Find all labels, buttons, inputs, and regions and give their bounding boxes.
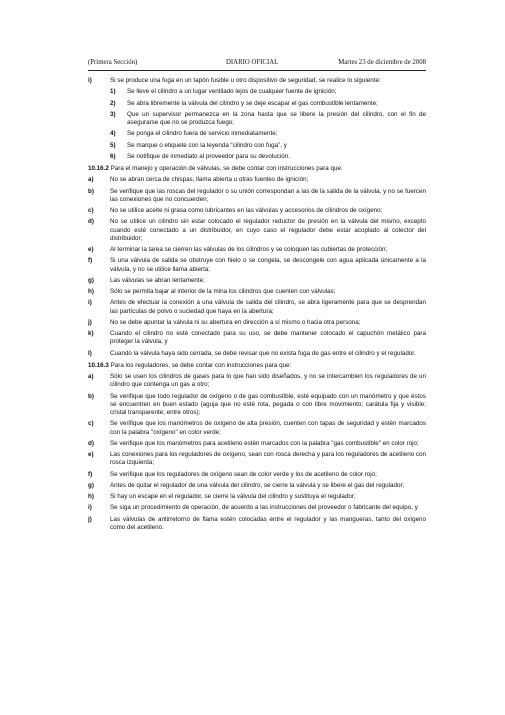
item-label: i) [88,299,92,307]
sub-list-item [88,142,426,150]
list-item [88,288,426,296]
item-text: Sólo se usen los cilindros de gases para lo que han sido diseñados, y no se intercambien los reguladores de un cilindro que contenga un gas a otro; [110,373,426,389]
item-label: h) [88,493,94,500]
item-text: Las válvulas se abran lentamente; [110,276,205,284]
item-text: Sólo se permita bajar al interior de la mina los cilindros que cuenten con válvulas; [110,288,336,295]
list-item [88,330,426,347]
sub-item-text: Se ponga el cilindro fuera de servicio inmediatamente; [127,130,278,138]
header-publication: DIARIO OFICIAL [226,59,279,66]
section-number: 10.16.3 [88,361,109,369]
sub-item-label: 2) [110,99,116,107]
list-item [88,516,426,533]
item-label: b) [88,392,94,400]
item-label: k) [88,330,94,337]
item-text: Las conexiones para los reguladores de oxígeno, sean con rosca derecha y para los reguladores de acetileno con rosca izquierda; [110,451,426,467]
header-section: (Primera Sección) [88,59,138,66]
list-item [88,207,426,215]
item-text: Antes de efectuar la conexión a una válvula de salida del cilindro, se abra ligeramente para que se desprendan las partículas de polvo o suciedad que haya en la abertura; [110,299,426,315]
sub-list-item [88,130,426,138]
list-item [88,277,426,285]
sub-item-text: Se notifique de inmediato al proveedor para su devolución. [127,152,290,160]
item-label: i) [88,504,92,512]
sub-item-label: 4) [110,130,116,138]
item-label: i) [88,77,92,84]
list-item [88,493,426,501]
item-label: a) [88,373,94,380]
item-text: Se verifique que los reguladores de oxígeno sean de color verde y los de acetileno de color rojo; [110,470,377,478]
item-text: Se verifique que las roscas del regulador o su unión correspondan a las de la salida de la válvula, y no se fuercen las conexiones que no concuerden; [110,187,426,203]
item-label: j) [88,515,92,523]
sub-item-label: 3) [110,110,116,118]
list-item [88,440,426,448]
item-label: e) [88,246,94,253]
list-item [88,373,426,390]
item-label: l) [88,349,92,357]
item-label: g) [88,481,94,489]
sub-item-text: Se abra libremente la válvula del cilindro y se deje escapar el gas combustible lentamente; [127,99,378,107]
list-item [88,482,426,490]
item-text: Si una válvula de salida se obstruye con hielo o se congela, se descongele con agua aplicada únicamente a la válvula, y no se utilice llama abierta; [110,257,426,273]
item-label: e) [88,451,94,458]
document-body [88,77,426,532]
sub-item-text: Se lleve el cilindro a un lugar ventilado lejos de cualquier fuente de ignición; [127,88,337,96]
sub-item-text: Que un supervisor permanezca en la zona hasta que se libere la presión del cilindro, con el fin de asegurarse que no se produzca fuego; [127,110,426,126]
item-text: Se verifique que los manómetros de oxígeno de alta presión, cuenten con tapas de seguridad y estén marcados con la palabra "oxígeno" en color verde; [110,420,426,436]
sub-item-label: 5) [110,141,116,149]
item-text: Al terminar la tarea se cierren las válvulas de los cilindros y se coloquen las cubiertas de protección; [110,246,388,253]
item-text: Si hay un escape en el regulador, se cierre la válvula del cilindro y sustituya el regulador; [110,493,356,500]
sub-item-label: 6) [110,152,116,160]
item-text: No se utilice un cilindro sin estar colocado el regulador reductor de presión en la válvula del mismo, excepto cuando esté conectado a un distribuidor, en cuyo caso el regulador debe estar acoplado al colector del distribuidor; [110,218,426,242]
sub-list-item [88,153,426,161]
section-text: Para el manejo y operación de válvulas, se debe contar con instrucciones para que: [108,165,343,172]
list-item [88,218,426,243]
item-label: f) [88,470,93,478]
header-date: Martes 23 de diciembre de 2008 [338,59,426,66]
sub-item-label: 1) [110,88,116,96]
item-label: d) [88,439,94,447]
item-text: No se utilice aceite ni grasa como lubricantes en las válvulas y accesorios de cilindros de oxígeno; [110,207,383,214]
section-heading [88,362,426,370]
item-text: Si se produce una fuga en un tapón fusible u otro dispositivo de seguridad, se realice lo siguiente: [110,77,381,84]
list-item [88,420,426,437]
list-item [88,350,426,358]
list-item [88,246,426,254]
item-label: c) [88,207,94,214]
list-item [88,299,426,316]
item-text: Cuando el cilindro no esté conectado para su uso, se debe mantener colocado el capuchón metálico para proteger la válvula, y [110,330,426,346]
item-label: f) [88,257,93,265]
sub-list-item [88,88,426,96]
sub-item-text: Se marque o etiquete con la leyenda “cilindro con fuga”, y [127,141,287,149]
section-number: 10.16.2 [88,165,109,172]
item-label: c) [88,420,94,428]
sub-list-item [88,100,426,108]
list-item [88,77,426,85]
item-text: Antes de quitar el regulador de una válvula del cilindro, se cierre la válvula y se libere el gas del regulador; [110,481,405,489]
list-item [88,319,426,327]
item-text: Se verifique que todo regulador de oxígeno o de gas combustible, esté equipado con un manómetro y que éstos se encuentren en buen estado (aguja que no esté rota, pegada o con libre movimiento; carátula fija y visible; cristal transparente; entre otros); [110,392,426,416]
item-label: d) [88,218,94,226]
item-text: Se siga un procedimiento de operación, de acuerdo a las instrucciones del proveedor o fabricante del equipo, y [110,504,418,512]
item-text: No se abran cerca de chispas, llama abierta u otras fuentes de ignición; [110,176,309,184]
item-label: g) [88,276,94,284]
list-item [88,471,426,479]
item-text: Las válvulas de antirretorno de flama estén colocadas entre el regulador y las mangueras, tanto del oxígeno como del acetileno. [110,515,426,531]
list-item [88,188,426,205]
item-text: No se debe apuntar la válvula ni su abertura en dirección a sí mismo o hacia otra persona; [110,318,361,326]
section-heading [88,165,426,173]
list-item [88,257,426,274]
header-rule [88,70,426,71]
section-text: Para los reguladores, se debe contar con instrucciones para que: [108,361,292,369]
item-text: Se verifique que los manómetros para acetileno estén marcados con la palabra "gas combustible" en color rojo; [110,439,419,447]
list-item [88,176,426,184]
list-item [88,393,426,418]
item-text: Cuando la válvula haya sido cerrada, se debe revisar que no exista fuga de gas entre el cilindro y el regulador. [110,349,416,357]
list-item [88,504,426,512]
item-label: h) [88,288,94,295]
sub-list-item [88,111,426,128]
item-label: b) [88,187,94,195]
item-label: a) [88,176,94,184]
list-item [88,451,426,468]
item-label: j) [88,318,92,326]
